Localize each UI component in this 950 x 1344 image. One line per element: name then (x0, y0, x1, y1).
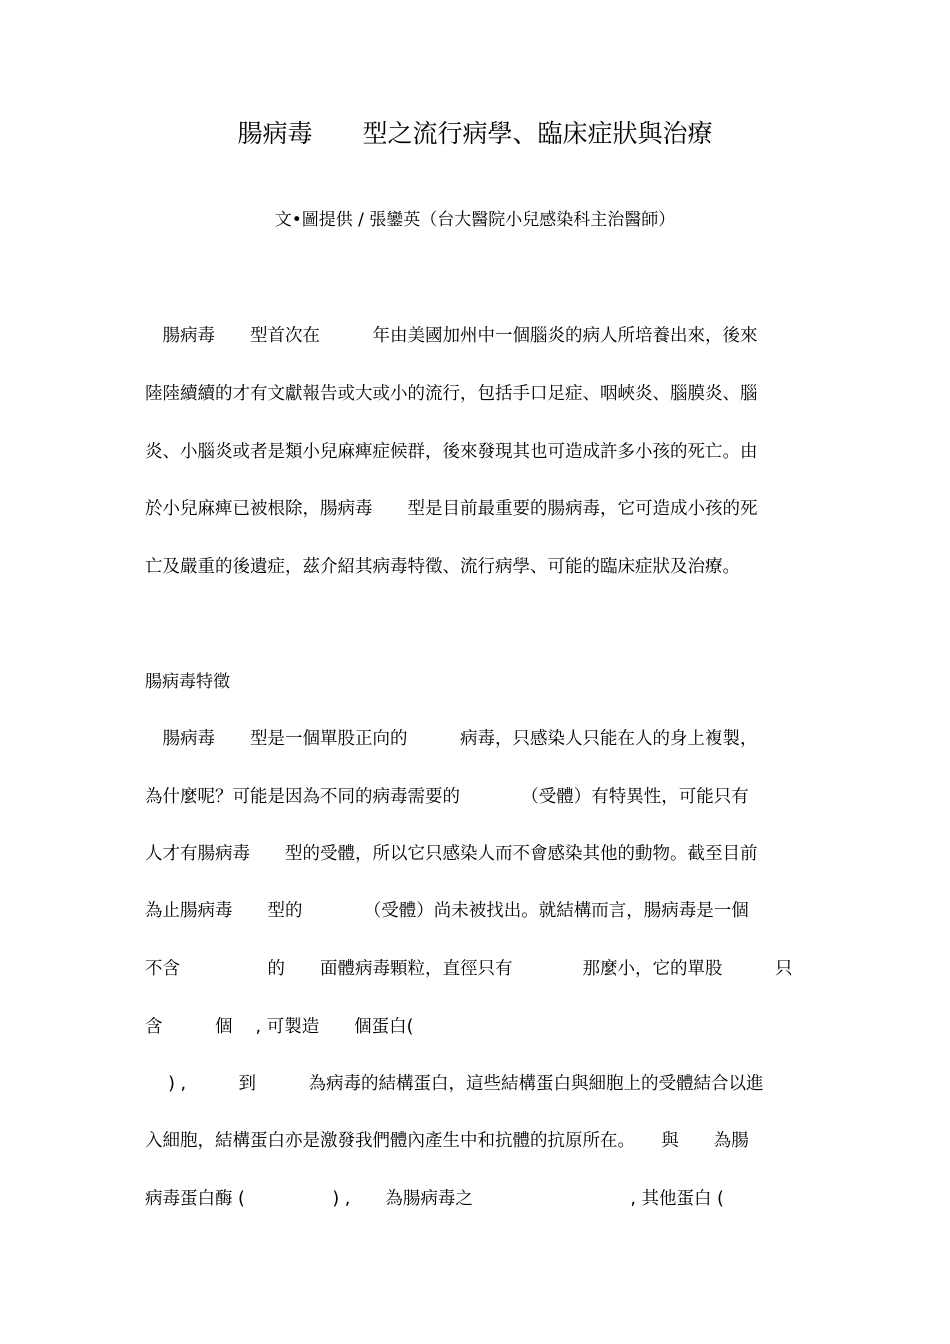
body-line-3: 人才有腸病毒 型的受體，所以它只感染人而不會感染其他的動物。截至目前 (145, 844, 758, 864)
author-byline: 文•圖提供 / 張鑾英（台大醫院小兒感染科主治醫師） (274, 210, 676, 230)
intro-line-4: 於小兒麻痺已被根除，腸病毒 型是目前最重要的腸病毒，它可造成小孩的死 (145, 499, 758, 519)
body-line-2: 為什麼呢？可能是因為不同的病毒需要的 （受體）有特異性，可能只有 (145, 787, 749, 807)
body-line-9: 病毒蛋白酶 ( ) , 為腸病毒之 , 其他蛋白 ( (145, 1189, 724, 1209)
intro-line-2: 陸陸續續的才有文獻報告或大或小的流行，包括手口足症、咽峽炎、腦膜炎、腦 (145, 384, 758, 404)
intro-line-5: 亡及嚴重的後遺症，茲介紹其病毒特徵、流行病學、可能的臨床症狀及治療。 (145, 557, 740, 577)
intro-line-3: 炎、小腦炎或者是類小兒麻痺症候群，後來發現其也可造成許多小孩的死亡。由 (145, 442, 758, 462)
body-line-7: ) , 到 為病毒的結構蛋白，這些結構蛋白與細胞上的受體結合以進 (145, 1074, 764, 1094)
body-line-5: 不含 的 面體病毒顆粒，直徑只有 那麼小，它的單股 只 (145, 959, 793, 979)
document-title: 腸病毒 型之流行病學、臨床症狀與治療 (237, 119, 713, 148)
intro-line-1: 腸病毒 型首次在 年由美國加州中一個腦炎的病人所培養出來，後來 (145, 326, 758, 346)
body-line-1: 腸病毒 型是一個單股正向的 病毒，只感染人只能在人的身上複製， (145, 729, 758, 749)
body-line-6: 含 個 , 可製造 個蛋白( (145, 1017, 414, 1037)
body-line-4: 為止腸病毒 型的 （受體）尚未被找出。就結構而言，腸病毒是一個 (145, 901, 749, 921)
body-line-8: 入細胞，結構蛋白亦是激發我們體內產生中和抗體的抗原所在。 與 為腸 (145, 1131, 749, 1151)
section-heading: 腸病毒特徵 (145, 672, 230, 692)
